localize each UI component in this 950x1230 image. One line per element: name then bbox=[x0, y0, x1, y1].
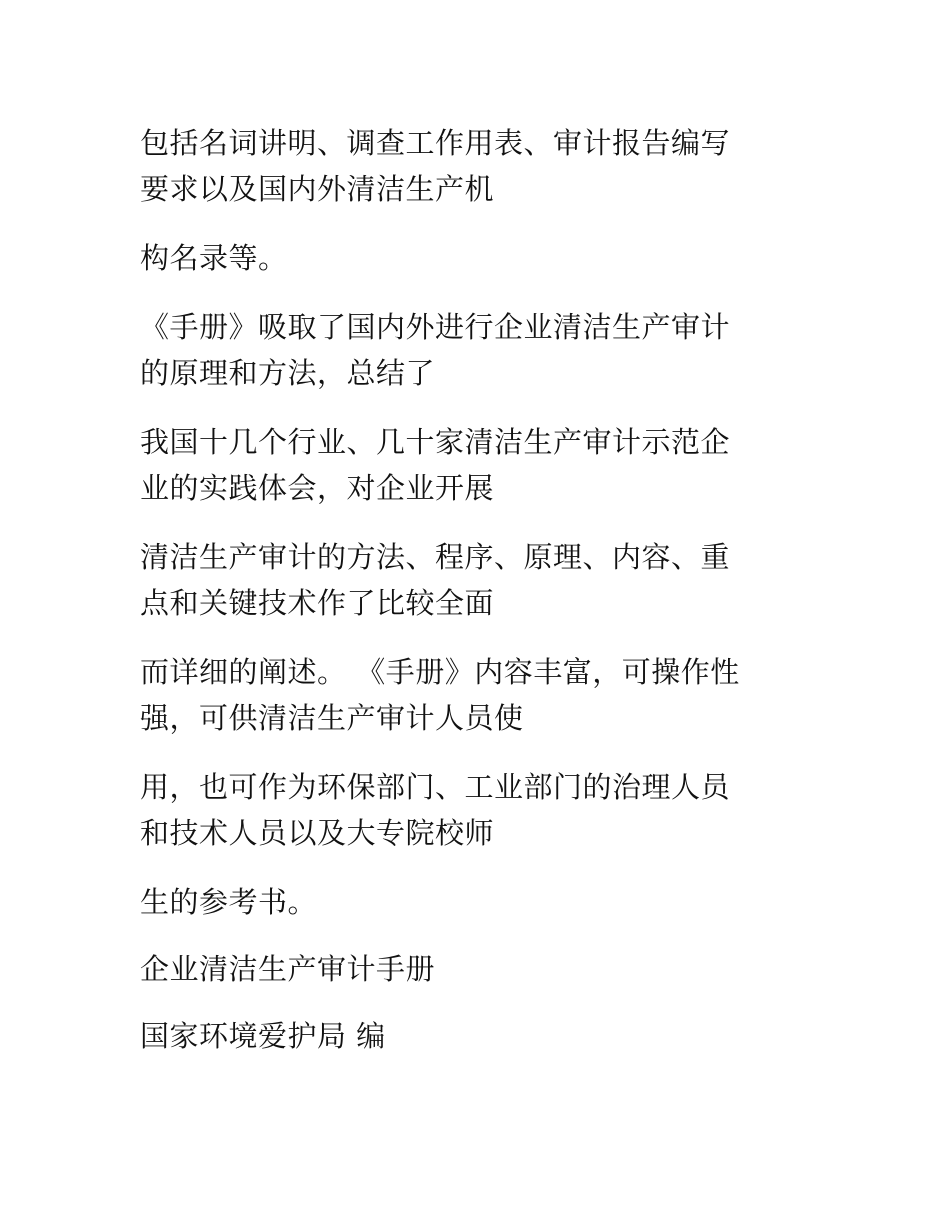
paragraph-line: 强，可供清洁生产审计人员使 bbox=[140, 701, 524, 735]
paragraph-line: 包括名词讲明、调查工作用表、审计报告编写 bbox=[140, 126, 731, 160]
paragraph-7 bbox=[140, 764, 820, 856]
paragraph-line: 清洁生产审计的方法、程序、原理、内容、重 bbox=[140, 540, 731, 574]
paragraph-line: 点和关键技术作了比较全面 bbox=[140, 586, 495, 620]
paragraph-4 bbox=[140, 419, 820, 511]
paragraph-line: 要求以及国内外清洁生产机 bbox=[140, 172, 495, 206]
paragraph-2 bbox=[140, 235, 820, 281]
paragraph-1 bbox=[140, 120, 820, 212]
paragraph-line: 用，也可作为环保部门、工业部门的治理人员 bbox=[140, 770, 731, 804]
paragraph-5 bbox=[140, 534, 820, 626]
book-title bbox=[140, 946, 820, 992]
paragraph-line: 而详细的阐述。 《手册》内容丰富，可操作性 bbox=[140, 655, 740, 689]
paragraph-line: 和技术人员以及大专院校师 bbox=[140, 816, 495, 850]
paragraph-line: 国家环境爱护局 编 bbox=[140, 1019, 386, 1053]
paragraph-8 bbox=[140, 879, 820, 925]
paragraph-line: 我国十几个行业、几十家清洁生产审计示范企 bbox=[140, 425, 731, 459]
paragraph-6 bbox=[140, 649, 820, 741]
paragraph-line: 业的实践体会，对企业开展 bbox=[140, 471, 495, 505]
paragraph-line: 构名录等。 bbox=[140, 241, 288, 275]
paragraph-line: 企业清洁生产审计手册 bbox=[140, 952, 436, 986]
book-author bbox=[140, 1013, 820, 1059]
paragraph-line: 《手册》吸取了国内外进行企业清洁生产审计 bbox=[140, 310, 731, 344]
paragraph-3 bbox=[140, 304, 820, 396]
paragraph-line: 生的参考书。 bbox=[140, 885, 318, 919]
paragraph-line: 的原理和方法，总结了 bbox=[140, 356, 436, 390]
